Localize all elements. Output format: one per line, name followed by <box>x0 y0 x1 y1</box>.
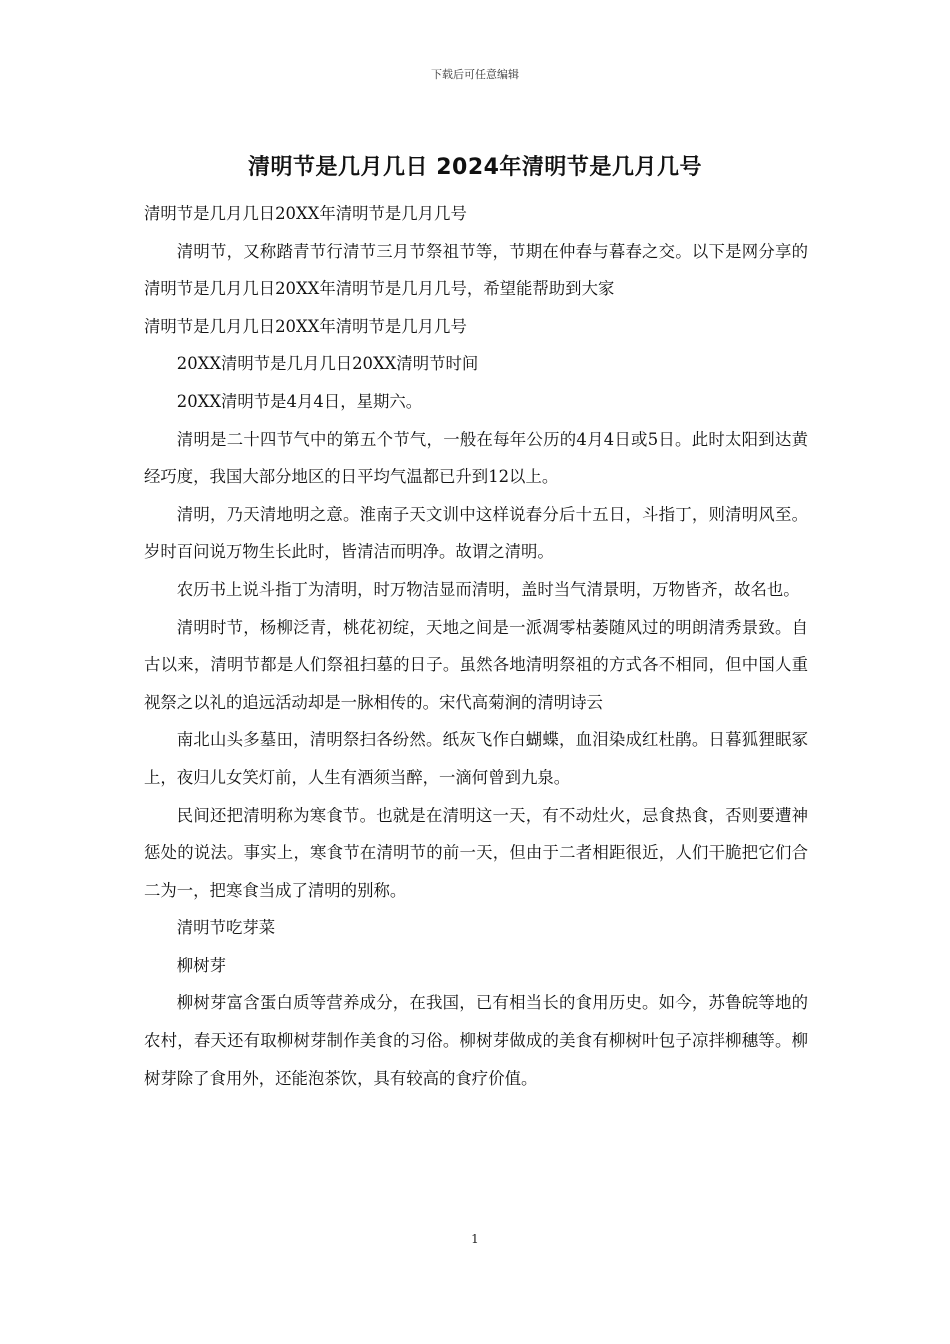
paragraph: 清明节是几月几日20XX年清明节是几月几号 <box>144 316 467 336</box>
paragraph: 清明节，又称踏青节行清节三月节祭祖节等，节期在仲春与暮春之交。以下是网分享的清明节是几月几日20XX年清明节是几月几号，希望能帮助到大家 <box>144 241 808 299</box>
subsection-heading: 柳树芽 <box>176 955 226 975</box>
section-heading: 清明节吃芽菜 <box>176 918 276 938</box>
document-title: 清明节是几月几日 2024年清明节是几月几号 <box>248 155 702 180</box>
paragraph: 清明时节，杨柳泛青，桃花初绽，天地之间是一派凋零枯萎随风过的明朗清秀景致。自古以来，清明节都是人们祭祖扫墓的日子。虽然各地清明祭祖的方式各不相同，但中国人重视祭之以礼的追远活动却是一脉相传的。宋代高菊涧的清明诗云 <box>144 617 808 712</box>
paragraph: 柳树芽富含蛋白质等营养成分，在我国，已有相当长的食用历史。如今，苏鲁皖等地的农村，春天还有取柳树芽制作美食的习俗。柳树芽做成的美食有柳树叶包子凉拌柳穗等。柳树芽除了食用外，还能泡茶饮，具有较高的食疗价值。 <box>144 993 808 1088</box>
document-body <box>144 195 808 1097</box>
page-header-note: 下载后可任意编辑 <box>431 68 519 81</box>
paragraph: 清明是二十四节气中的第五个节气，一般在每年公历的4月4日或5日。此时太阳到达黄经巧度，我国大部分地区的日平均气温都已升到12以上。 <box>144 429 808 487</box>
paragraph: 20XX清明节是4月4日，星期六。 <box>176 391 423 411</box>
paragraph: 清明，乃天清地明之意。淮南子天文训中这样说春分后十五日，斗指丁，则清明风至。岁时百问说万物生长此时，皆清洁而明净。故谓之清明。 <box>144 504 808 562</box>
paragraph: 20XX清明节是几月几日20XX清明节时间 <box>176 354 479 374</box>
paragraph: 民间还把清明称为寒食节。也就是在清明这一天，有不动灶火，忌食热食，否则要遭神惩处的说法。事实上，寒食节在清明节的前一天，但由于二者相距很近，人们干脆把它们合二为一，把寒食当成了清明的别称。 <box>144 805 808 900</box>
paragraph: 清明节是几月几日20XX年清明节是几月几号 <box>144 204 467 223</box>
paragraph: 农历书上说斗指丁为清明，时万物洁显而清明，盖时当气清景明，万物皆齐，故名也。 <box>176 579 800 599</box>
page-number: 1 <box>471 1232 479 1246</box>
paragraph: 南北山头多墓田，清明祭扫各纷然。纸灰飞作白蝴蝶，血泪染成红杜鹃。日暮狐狸眠冢上，夜归儿女笑灯前，人生有酒须当醉，一滴何曾到九泉。 <box>144 730 808 787</box>
